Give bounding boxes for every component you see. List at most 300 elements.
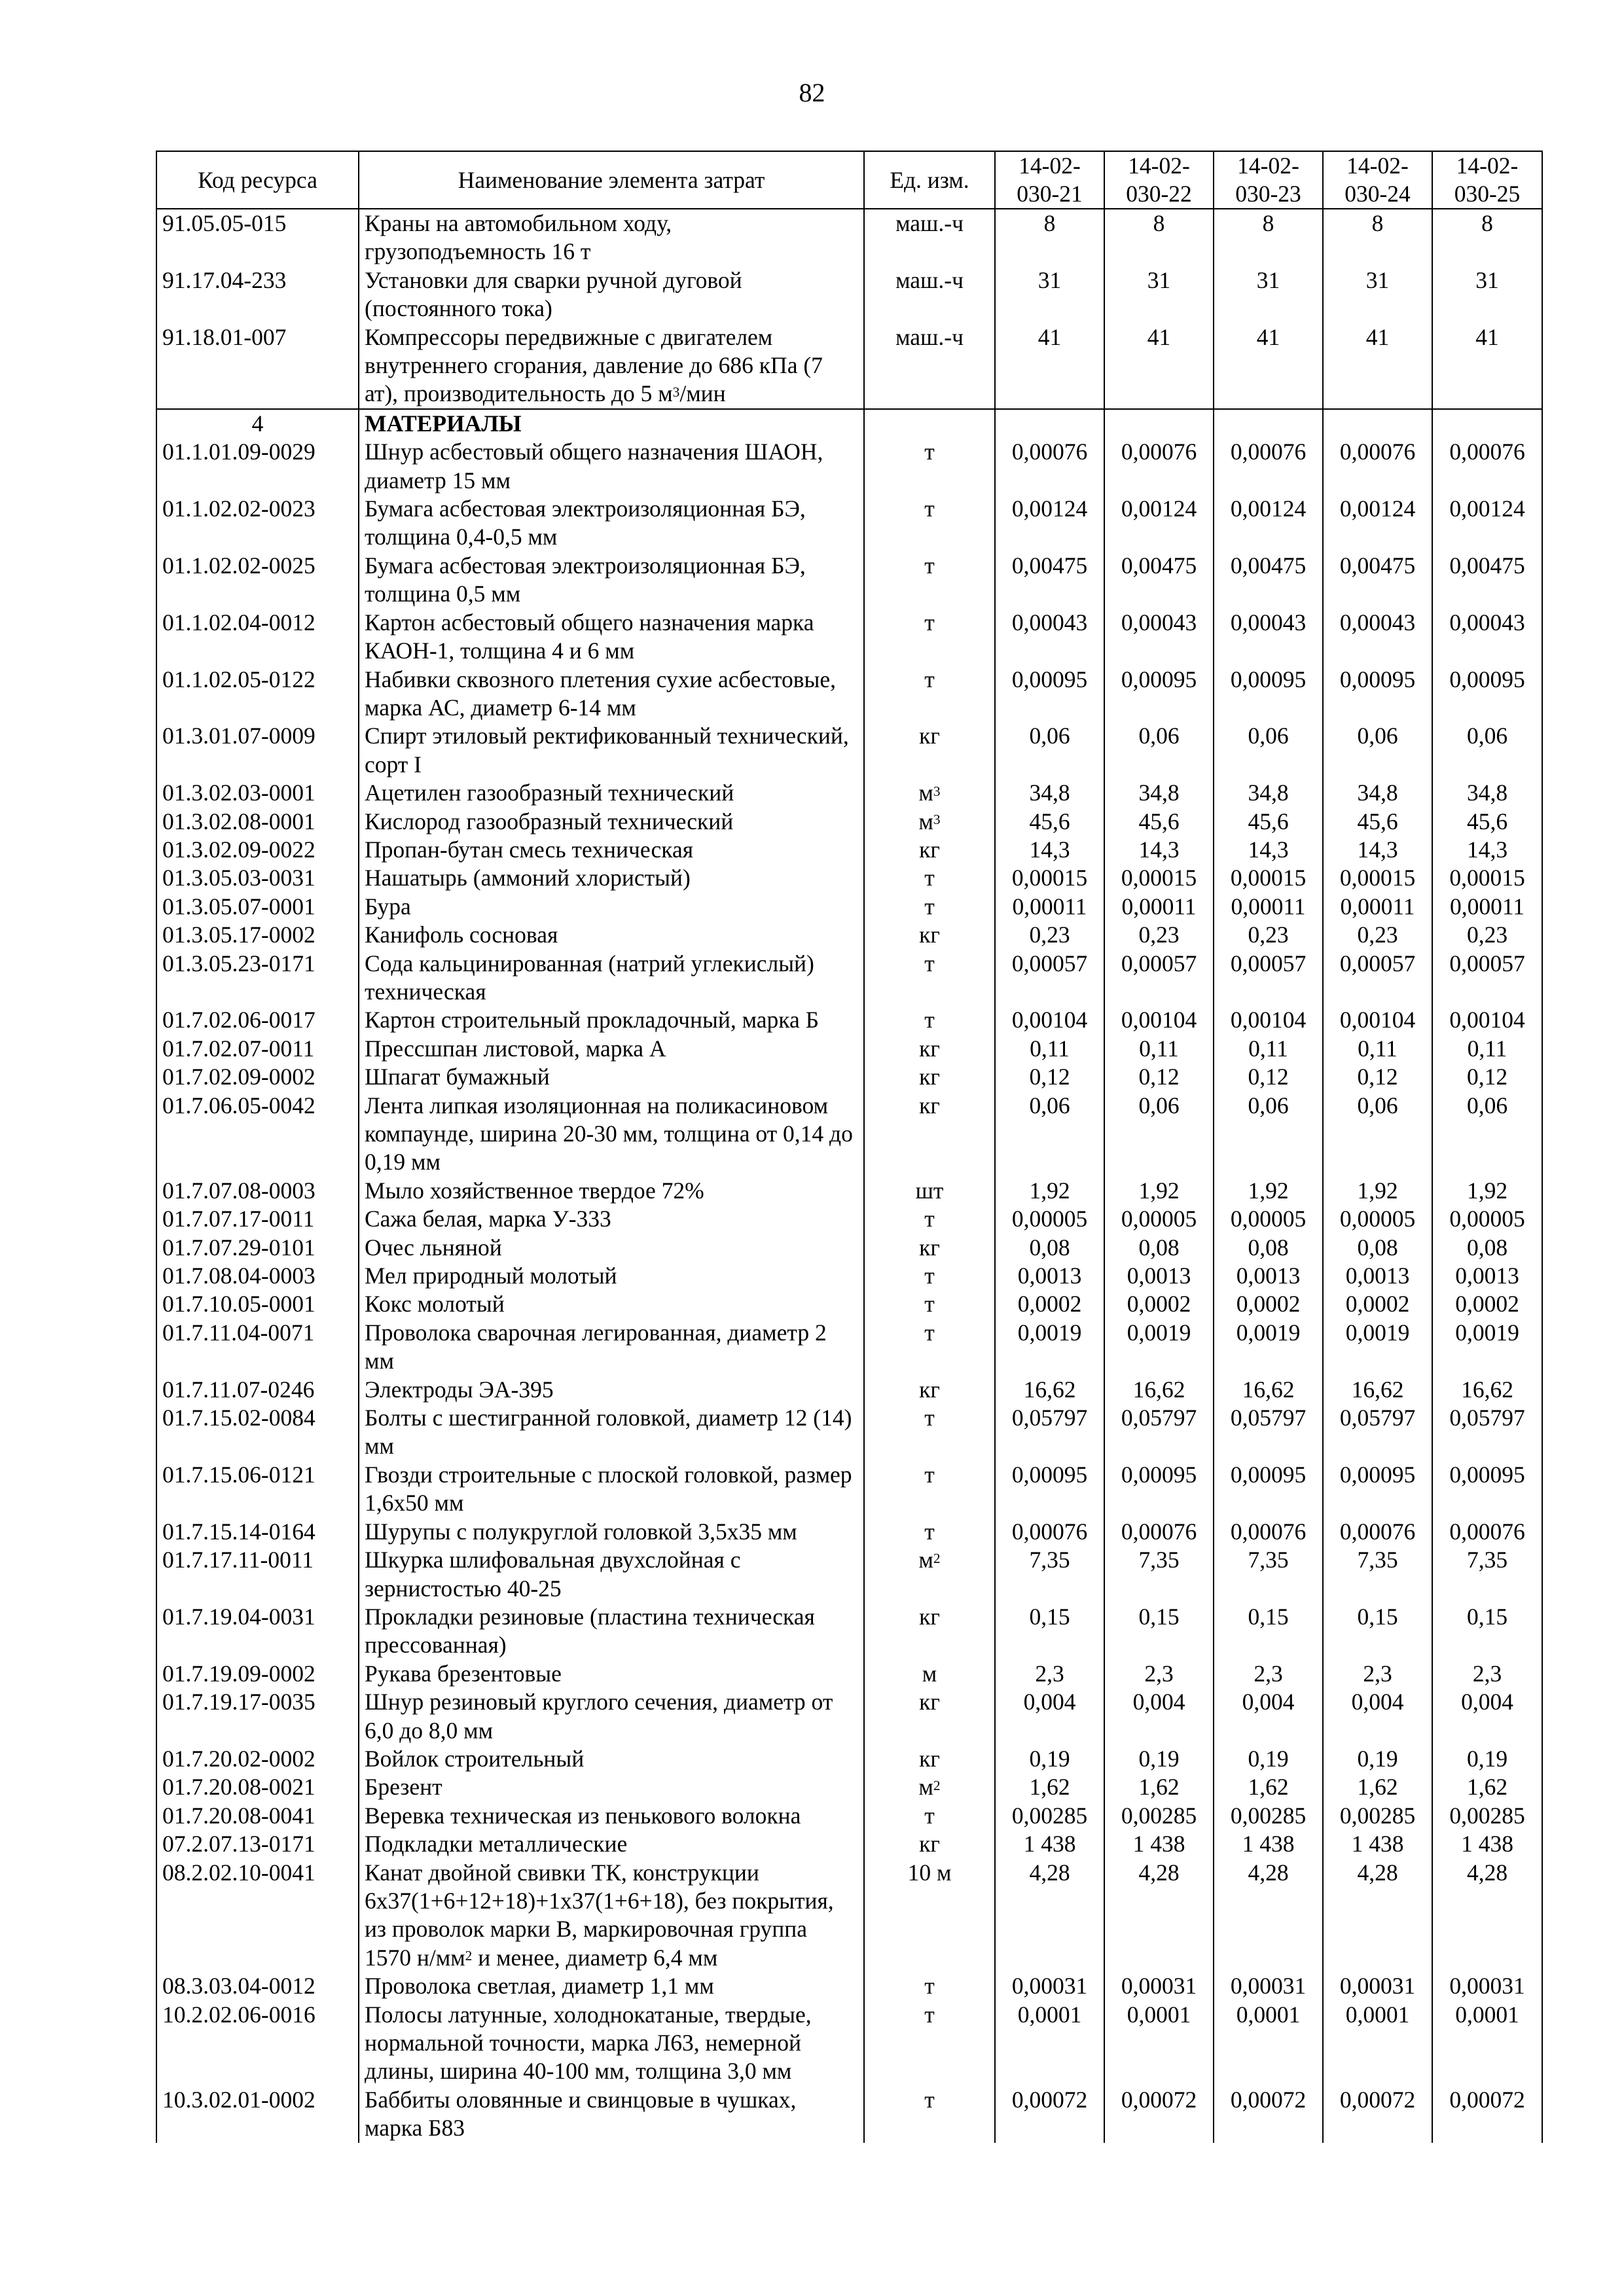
cell-unit: маш.-ч	[864, 323, 995, 409]
cell-value-23: 0,23	[1214, 921, 1323, 949]
cell-name: Очес льняной	[359, 1234, 864, 1262]
cell-value-24: 1,92	[1323, 1177, 1432, 1205]
cell-value-22: 0,05797	[1104, 1404, 1214, 1461]
cell-name: Лента липкая изоляционная на поликасиновом компаунде, ширина 20-30 мм, толщина от 0,14 до 0,19 мм	[359, 1092, 864, 1177]
cell-value-23: 0,19	[1214, 1745, 1323, 1773]
cell-value-23: 0,0001	[1214, 2001, 1323, 2086]
cell-name: Картон строительный прокладочный, марка Б	[359, 1006, 864, 1034]
cell-value-22: 1,62	[1104, 1773, 1214, 1801]
cell-value-23: 0,00095	[1214, 666, 1323, 723]
cell-value-23: 0,00031	[1214, 1972, 1323, 2000]
cell-unit: маш.-ч	[864, 209, 995, 266]
cell-value-25: 0,00124	[1432, 495, 1542, 552]
cell-code: 10.2.02.06-0016	[156, 2001, 359, 2086]
cell-name: Сода кальцинированная (натрий углекислый) техническая	[359, 950, 864, 1007]
table-row	[156, 2086, 1542, 2143]
table-row	[156, 1859, 1542, 1973]
cell-value-22: 0,12	[1104, 1063, 1214, 1091]
table-row	[156, 1461, 1542, 1518]
table-row	[156, 1546, 1542, 1603]
cell-name	[359, 323, 864, 409]
header-column-line2: 030-25	[1454, 181, 1521, 207]
cell-code: 07.2.07.13-0171	[156, 1830, 359, 1858]
cell-value-25: 2,3	[1432, 1660, 1542, 1688]
cell-value-22: 0,004	[1104, 1688, 1214, 1745]
cell-value-22: 0,00076	[1104, 1518, 1214, 1546]
cell-unit	[864, 808, 995, 836]
cell-value-24: 0,23	[1323, 921, 1432, 949]
cell-value-22	[1104, 409, 1214, 438]
cell-code: 08.3.03.04-0012	[156, 1972, 359, 2000]
cell-unit: т	[864, 495, 995, 552]
cell-unit: т	[864, 2086, 995, 2143]
table-row	[156, 1802, 1542, 1830]
cell-value-21: 0,0002	[995, 1290, 1104, 1318]
cell-value-22: 0,06	[1104, 1092, 1214, 1177]
cell-unit-text: м	[918, 808, 933, 834]
cell-value-24: 0,05797	[1323, 1404, 1432, 1461]
cell-value-24: 0,0002	[1323, 1290, 1432, 1318]
cell-value-23	[1214, 409, 1323, 438]
cell-value-21: 0,00124	[995, 495, 1104, 552]
table-row	[156, 666, 1542, 723]
cell-code: 01.7.11.04-0071	[156, 1319, 359, 1376]
cell-value-23: 7,35	[1214, 1546, 1323, 1603]
cell-value-21: 34,8	[995, 779, 1104, 807]
cell-value-25: 4,28	[1432, 1859, 1542, 1973]
cell-code: 01.7.07.29-0101	[156, 1234, 359, 1262]
cell-name: Брезент	[359, 1773, 864, 1801]
cell-name: Болты с шестигранной головкой, диаметр 12 (14) мм	[359, 1404, 864, 1461]
table-row	[156, 1518, 1542, 1546]
cell-value-21: 0,00005	[995, 1205, 1104, 1233]
cell-value-23: 0,11	[1214, 1035, 1323, 1063]
cell-name: Шпагат бумажный	[359, 1063, 864, 1091]
cell-value-22: 1 438	[1104, 1830, 1214, 1858]
cell-unit: кг	[864, 1092, 995, 1177]
cell-name: Проволока светлая, диаметр 1,1 мм	[359, 1972, 864, 2000]
cell-code: 01.7.02.09-0002	[156, 1063, 359, 1091]
header-column-22	[1104, 151, 1214, 209]
table-row	[156, 1830, 1542, 1858]
cell-name: Бумага асбестовая электроизоляционная БЭ, толщина 0,5 мм	[359, 552, 864, 609]
table-row	[156, 1092, 1542, 1177]
cell-value-23: 0,0013	[1214, 1262, 1323, 1290]
cell-value-21: 0,004	[995, 1688, 1104, 1745]
cell-code: 01.1.02.02-0023	[156, 495, 359, 552]
cell-name-text: Канат двойной свивки ТК, конструкции 6х37(1+6+12+18)+1х37(1+6+18), без покрытия, из проволок марки В, маркировочная группа 1570 н/мм	[365, 1859, 834, 1971]
cell-unit: м	[864, 1660, 995, 1688]
cell-value-23: 0,00285	[1214, 1802, 1323, 1830]
cell-value-24: 45,6	[1323, 808, 1432, 836]
table-row	[156, 1290, 1542, 1318]
cell-unit: т	[864, 1518, 995, 1546]
cell-unit: кг	[864, 1830, 995, 1858]
cell-code: 01.7.10.05-0001	[156, 1290, 359, 1318]
cell-code: 01.1.01.09-0029	[156, 438, 359, 495]
cell-unit: кг	[864, 921, 995, 949]
table-row	[156, 1745, 1542, 1773]
cell-value-24: 8	[1323, 209, 1432, 266]
cell-value-22: 0,15	[1104, 1603, 1214, 1660]
cell-value-25: 34,8	[1432, 779, 1542, 807]
cell-unit: т	[864, 1404, 995, 1461]
cell-value-24: 0,00076	[1323, 438, 1432, 495]
cell-value-21: 0,19	[995, 1745, 1104, 1773]
cell-value-25: 0,00015	[1432, 864, 1542, 892]
cell-name: Установки для сварки ручной дуговой (постоянного тока)	[359, 266, 864, 323]
cell-value-21: 0,06	[995, 722, 1104, 779]
cell-value-21: 0,23	[995, 921, 1104, 949]
cell-value-24: 0,00072	[1323, 2086, 1432, 2143]
cell-unit	[864, 409, 995, 438]
cell-code: 01.7.19.04-0031	[156, 1603, 359, 1660]
cell-value-23: 0,00475	[1214, 552, 1323, 609]
cell-name: Рукава брезентовые	[359, 1660, 864, 1688]
table-row	[156, 864, 1542, 892]
cell-value-21: 4,28	[995, 1859, 1104, 1973]
cell-unit: т	[864, 1006, 995, 1034]
table-row	[156, 779, 1542, 807]
cell-value-22: 7,35	[1104, 1546, 1214, 1603]
cell-unit: т	[864, 1290, 995, 1318]
cell-value-24: 4,28	[1323, 1859, 1432, 1973]
cell-value-22: 0,00005	[1104, 1205, 1214, 1233]
cell-value-22: 0,00015	[1104, 864, 1214, 892]
cell-value-22: 8	[1104, 209, 1214, 266]
page-number: 82	[799, 78, 825, 107]
table-row	[156, 1660, 1542, 1688]
cell-value-25: 0,08	[1432, 1234, 1542, 1262]
cell-value-21	[995, 409, 1104, 438]
cell-value-24: 0,06	[1323, 722, 1432, 779]
cell-unit: т	[864, 1802, 995, 1830]
cell-code: 01.7.19.09-0002	[156, 1660, 359, 1688]
cell-name-text-after: и менее, диаметр 6,4 мм	[472, 1944, 718, 1971]
cell-value-24: 16,62	[1323, 1376, 1432, 1404]
cell-value-24: 0,00015	[1323, 864, 1432, 892]
cell-value-23: 0,00072	[1214, 2086, 1323, 2143]
cell-value-21: 16,62	[995, 1376, 1104, 1404]
cell-name: Проволока сварочная легированная, диаметр 2 мм	[359, 1319, 864, 1376]
cell-code: 01.7.07.17-0011	[156, 1205, 359, 1233]
cell-value-21: 0,00031	[995, 1972, 1104, 2000]
cell-value-21: 0,05797	[995, 1404, 1104, 1461]
cell-value-24: 0,00124	[1323, 495, 1432, 552]
header-column-line2: 030-21	[1017, 181, 1083, 207]
table-row	[156, 209, 1542, 266]
cell-value-22: 0,00104	[1104, 1006, 1214, 1034]
header-column-line2: 030-23	[1235, 181, 1301, 207]
cell-value-22: 34,8	[1104, 779, 1214, 807]
cell-unit: кг	[864, 1234, 995, 1262]
cell-name: Нашатырь (аммоний хлористый)	[359, 864, 864, 892]
cell-value-25: 0,004	[1432, 1688, 1542, 1745]
header-column-24	[1323, 151, 1432, 209]
cell-value-25: 0,0002	[1432, 1290, 1542, 1318]
cell-value-23: 0,08	[1214, 1234, 1323, 1262]
cell-value-22: 41	[1104, 323, 1214, 409]
cell-unit: т	[864, 1461, 995, 1518]
cell-code: 01.1.02.02-0025	[156, 552, 359, 609]
cell-value-21: 0,0019	[995, 1319, 1104, 1376]
cell-value-21: 0,00095	[995, 666, 1104, 723]
cell-code: 01.7.20.08-0041	[156, 1802, 359, 1830]
table-row	[156, 893, 1542, 921]
cell-value-22: 0,00031	[1104, 1972, 1214, 2000]
cell-value-24: 0,00031	[1323, 1972, 1432, 2000]
cell-unit: т	[864, 950, 995, 1007]
table-row	[156, 836, 1542, 864]
cell-value-21: 2,3	[995, 1660, 1104, 1688]
cell-value-24: 0,11	[1323, 1035, 1432, 1063]
cell-value-22: 0,00095	[1104, 1461, 1214, 1518]
cell-value-25: 0,00076	[1432, 438, 1542, 495]
cell-value-24	[1323, 409, 1432, 438]
cell-name: Прессшпан листовой, марка А	[359, 1035, 864, 1063]
cell-name-superscript: 2	[465, 1948, 473, 1964]
cell-value-23: 0,12	[1214, 1063, 1323, 1091]
cell-code: 01.3.05.03-0031	[156, 864, 359, 892]
cell-value-21: 14,3	[995, 836, 1104, 864]
cell-value-25: 0,00076	[1432, 1518, 1542, 1546]
cell-value-24: 0,00005	[1323, 1205, 1432, 1233]
cell-value-25: 45,6	[1432, 808, 1542, 836]
cell-value-23: 0,0019	[1214, 1319, 1323, 1376]
cell-value-23: 34,8	[1214, 779, 1323, 807]
cell-value-22: 0,0002	[1104, 1290, 1214, 1318]
cell-value-21: 0,00095	[995, 1461, 1104, 1518]
cell-value-24: 0,00057	[1323, 950, 1432, 1007]
cell-name: Шурупы с полукруглой головкой 3,5х35 мм	[359, 1518, 864, 1546]
cell-unit-superscript: 2	[933, 1550, 941, 1566]
header-column-line2: 030-22	[1126, 181, 1192, 207]
cell-code: 01.3.02.09-0022	[156, 836, 359, 864]
cell-code: 01.1.02.04-0012	[156, 609, 359, 666]
cell-name: Ацетилен газообразный технический	[359, 779, 864, 807]
cell-value-22: 0,00043	[1104, 609, 1214, 666]
cell-value-25: 0,00475	[1432, 552, 1542, 609]
cell-name	[359, 1859, 864, 1973]
cell-name-text: Компрессоры передвижные с двигателем внутреннего сгорания, давление до 686 кПа (7 ат), производительность до 5 м	[365, 323, 823, 407]
cell-unit-superscript: 3	[933, 812, 941, 828]
cell-value-24: 0,00076	[1323, 1518, 1432, 1546]
cell-value-21: 0,00076	[995, 1518, 1104, 1546]
cell-value-25: 0,11	[1432, 1035, 1542, 1063]
cell-value-22: 0,23	[1104, 921, 1214, 949]
table-row	[156, 1234, 1542, 1262]
cell-value-25: 8	[1432, 209, 1542, 266]
cell-value-21: 1,62	[995, 1773, 1104, 1801]
cell-value-25: 0,19	[1432, 1745, 1542, 1773]
cell-value-21: 45,6	[995, 808, 1104, 836]
cell-value-25: 0,12	[1432, 1063, 1542, 1091]
cell-name: Шнур резиновый круглого сечения, диаметр от 6,0 до 8,0 мм	[359, 1688, 864, 1745]
cell-value-21: 1,92	[995, 1177, 1104, 1205]
table-row	[156, 1603, 1542, 1660]
cell-value-23: 31	[1214, 266, 1323, 323]
cell-value-24: 0,0013	[1323, 1262, 1432, 1290]
table-row	[156, 1376, 1542, 1404]
cell-value-22: 0,00072	[1104, 2086, 1214, 2143]
table-row	[156, 950, 1542, 1007]
cell-value-24: 0,00043	[1323, 609, 1432, 666]
resource-table	[156, 151, 1543, 2143]
cell-value-22: 16,62	[1104, 1376, 1214, 1404]
cell-unit: т	[864, 2001, 995, 2086]
header-column-line1: 14-02-	[1346, 152, 1409, 179]
cell-value-24: 0,15	[1323, 1603, 1432, 1660]
header-column-25	[1432, 151, 1542, 209]
cell-value-24: 0,19	[1323, 1745, 1432, 1773]
cell-unit-superscript: 2	[933, 1777, 941, 1793]
table-row	[156, 722, 1542, 779]
cell-value-25: 0,00095	[1432, 666, 1542, 723]
cell-name: Шнур асбестовый общего назначения ШАОН, диаметр 15 мм	[359, 438, 864, 495]
cell-value-22: 45,6	[1104, 808, 1214, 836]
cell-unit: т	[864, 1205, 995, 1233]
cell-value-22: 0,0001	[1104, 2001, 1214, 2086]
cell-unit: т	[864, 893, 995, 921]
cell-value-23: 2,3	[1214, 1660, 1323, 1688]
cell-code: 01.7.19.17-0035	[156, 1688, 359, 1745]
cell-value-21: 7,35	[995, 1546, 1104, 1603]
cell-value-23: 8	[1214, 209, 1323, 266]
cell-code: 08.2.02.10-0041	[156, 1859, 359, 1973]
cell-value-21: 0,08	[995, 1234, 1104, 1262]
cell-value-22: 14,3	[1104, 836, 1214, 864]
cell-unit: кг	[864, 1063, 995, 1091]
cell-name: Набивки сквозного плетения сухие асбестовые, марка АС, диаметр 6-14 мм	[359, 666, 864, 723]
cell-name: МАТЕРИАЛЫ	[359, 409, 864, 438]
cell-code: 91.18.01-007	[156, 323, 359, 409]
cell-value-25: 0,0001	[1432, 2001, 1542, 2086]
table-row	[156, 438, 1542, 495]
cell-code: 01.3.05.23-0171	[156, 950, 359, 1007]
cell-value-25: 1,62	[1432, 1773, 1542, 1801]
cell-value-23: 0,00104	[1214, 1006, 1323, 1034]
cell-value-23: 16,62	[1214, 1376, 1323, 1404]
cell-value-25: 7,35	[1432, 1546, 1542, 1603]
cell-value-25: 0,05797	[1432, 1404, 1542, 1461]
cell-value-25: 0,00057	[1432, 950, 1542, 1007]
cell-value-24: 0,0019	[1323, 1319, 1432, 1376]
cell-value-24: 0,12	[1323, 1063, 1432, 1091]
cell-value-23: 1,92	[1214, 1177, 1323, 1205]
cell-value-25: 0,00005	[1432, 1205, 1542, 1233]
table-row	[156, 323, 1542, 409]
cell-name: Баббиты оловянные и свинцовые в чушках, марка Б83	[359, 2086, 864, 2143]
cell-code: 01.7.11.07-0246	[156, 1376, 359, 1404]
cell-value-21: 0,11	[995, 1035, 1104, 1063]
cell-value-25: 1 438	[1432, 1830, 1542, 1858]
cell-value-23: 0,15	[1214, 1603, 1323, 1660]
cell-unit: т	[864, 1262, 995, 1290]
cell-value-23: 45,6	[1214, 808, 1323, 836]
table-row	[156, 2001, 1542, 2086]
cell-code: 01.7.08.04-0003	[156, 1262, 359, 1290]
cell-value-25: 0,0013	[1432, 1262, 1542, 1290]
table-row	[156, 1177, 1542, 1205]
cell-unit: 10 м	[864, 1859, 995, 1973]
cell-value-21: 0,00043	[995, 609, 1104, 666]
cell-value-21: 0,12	[995, 1063, 1104, 1091]
cell-value-23: 0,05797	[1214, 1404, 1323, 1461]
cell-value-24: 0,004	[1323, 1688, 1432, 1745]
cell-name: Бура	[359, 893, 864, 921]
cell-unit: т	[864, 1319, 995, 1376]
cell-code: 01.7.06.05-0042	[156, 1092, 359, 1177]
cell-code: 01.3.02.08-0001	[156, 808, 359, 836]
cell-value-22: 0,19	[1104, 1745, 1214, 1773]
cell-code: 01.7.15.06-0121	[156, 1461, 359, 1518]
cell-name: Веревка техническая из пенькового волокна	[359, 1802, 864, 1830]
cell-value-22: 2,3	[1104, 1660, 1214, 1688]
cell-code: 01.7.02.07-0011	[156, 1035, 359, 1063]
cell-unit: кг	[864, 1745, 995, 1773]
cell-value-21: 0,00104	[995, 1006, 1104, 1034]
cell-value-23: 0,0002	[1214, 1290, 1323, 1318]
cell-unit: т	[864, 552, 995, 609]
cell-value-24: 34,8	[1323, 779, 1432, 807]
cell-value-22: 0,08	[1104, 1234, 1214, 1262]
table-row	[156, 1205, 1542, 1233]
cell-value-23: 0,00095	[1214, 1461, 1323, 1518]
cell-value-24: 0,00011	[1323, 893, 1432, 921]
cell-value-25: 0,00031	[1432, 1972, 1542, 2000]
table-row	[156, 1035, 1542, 1063]
table-header-row	[156, 151, 1542, 209]
cell-name-superscript: 3	[672, 384, 680, 400]
cell-value-24: 0,00104	[1323, 1006, 1432, 1034]
cell-value-23: 0,06	[1214, 1092, 1323, 1177]
cell-name: Бумага асбестовая электроизоляционная БЭ, толщина 0,4-0,5 мм	[359, 495, 864, 552]
cell-value-25: 0,0019	[1432, 1319, 1542, 1376]
cell-value-22: 0,00011	[1104, 893, 1214, 921]
cell-unit: маш.-ч	[864, 266, 995, 323]
cell-unit: т	[864, 666, 995, 723]
cell-code: 91.17.04-233	[156, 266, 359, 323]
cell-value-21: 0,00076	[995, 438, 1104, 495]
cell-unit: кг	[864, 1603, 995, 1660]
cell-value-24: 14,3	[1323, 836, 1432, 864]
cell-name: Кислород газообразный технический	[359, 808, 864, 836]
cell-name: Краны на автомобильном ходу, грузоподъемность 16 т	[359, 209, 864, 266]
cell-value-23: 41	[1214, 323, 1323, 409]
cell-value-23: 0,06	[1214, 722, 1323, 779]
cell-value-24: 1 438	[1323, 1830, 1432, 1858]
cell-value-25: 16,62	[1432, 1376, 1542, 1404]
cell-name: Сажа белая, марка У-333	[359, 1205, 864, 1233]
cell-value-24: 0,00095	[1323, 1461, 1432, 1518]
cell-name: Войлок строительный	[359, 1745, 864, 1773]
cell-value-25	[1432, 409, 1542, 438]
cell-name: Мыло хозяйственное твердое 72%	[359, 1177, 864, 1205]
header-column-line1: 14-02-	[1128, 152, 1190, 179]
table-row	[156, 1972, 1542, 2000]
cell-value-22: 0,00285	[1104, 1802, 1214, 1830]
cell-value-23: 0,00076	[1214, 438, 1323, 495]
cell-value-24: 0,0001	[1323, 2001, 1432, 2086]
cell-value-23: 0,00015	[1214, 864, 1323, 892]
cell-value-23: 1 438	[1214, 1830, 1323, 1858]
cell-value-24: 41	[1323, 323, 1432, 409]
cell-value-21: 8	[995, 209, 1104, 266]
table-row	[156, 1262, 1542, 1290]
cell-code: 01.7.07.08-0003	[156, 1177, 359, 1205]
cell-code: 4	[156, 409, 359, 438]
cell-unit: кг	[864, 1376, 995, 1404]
